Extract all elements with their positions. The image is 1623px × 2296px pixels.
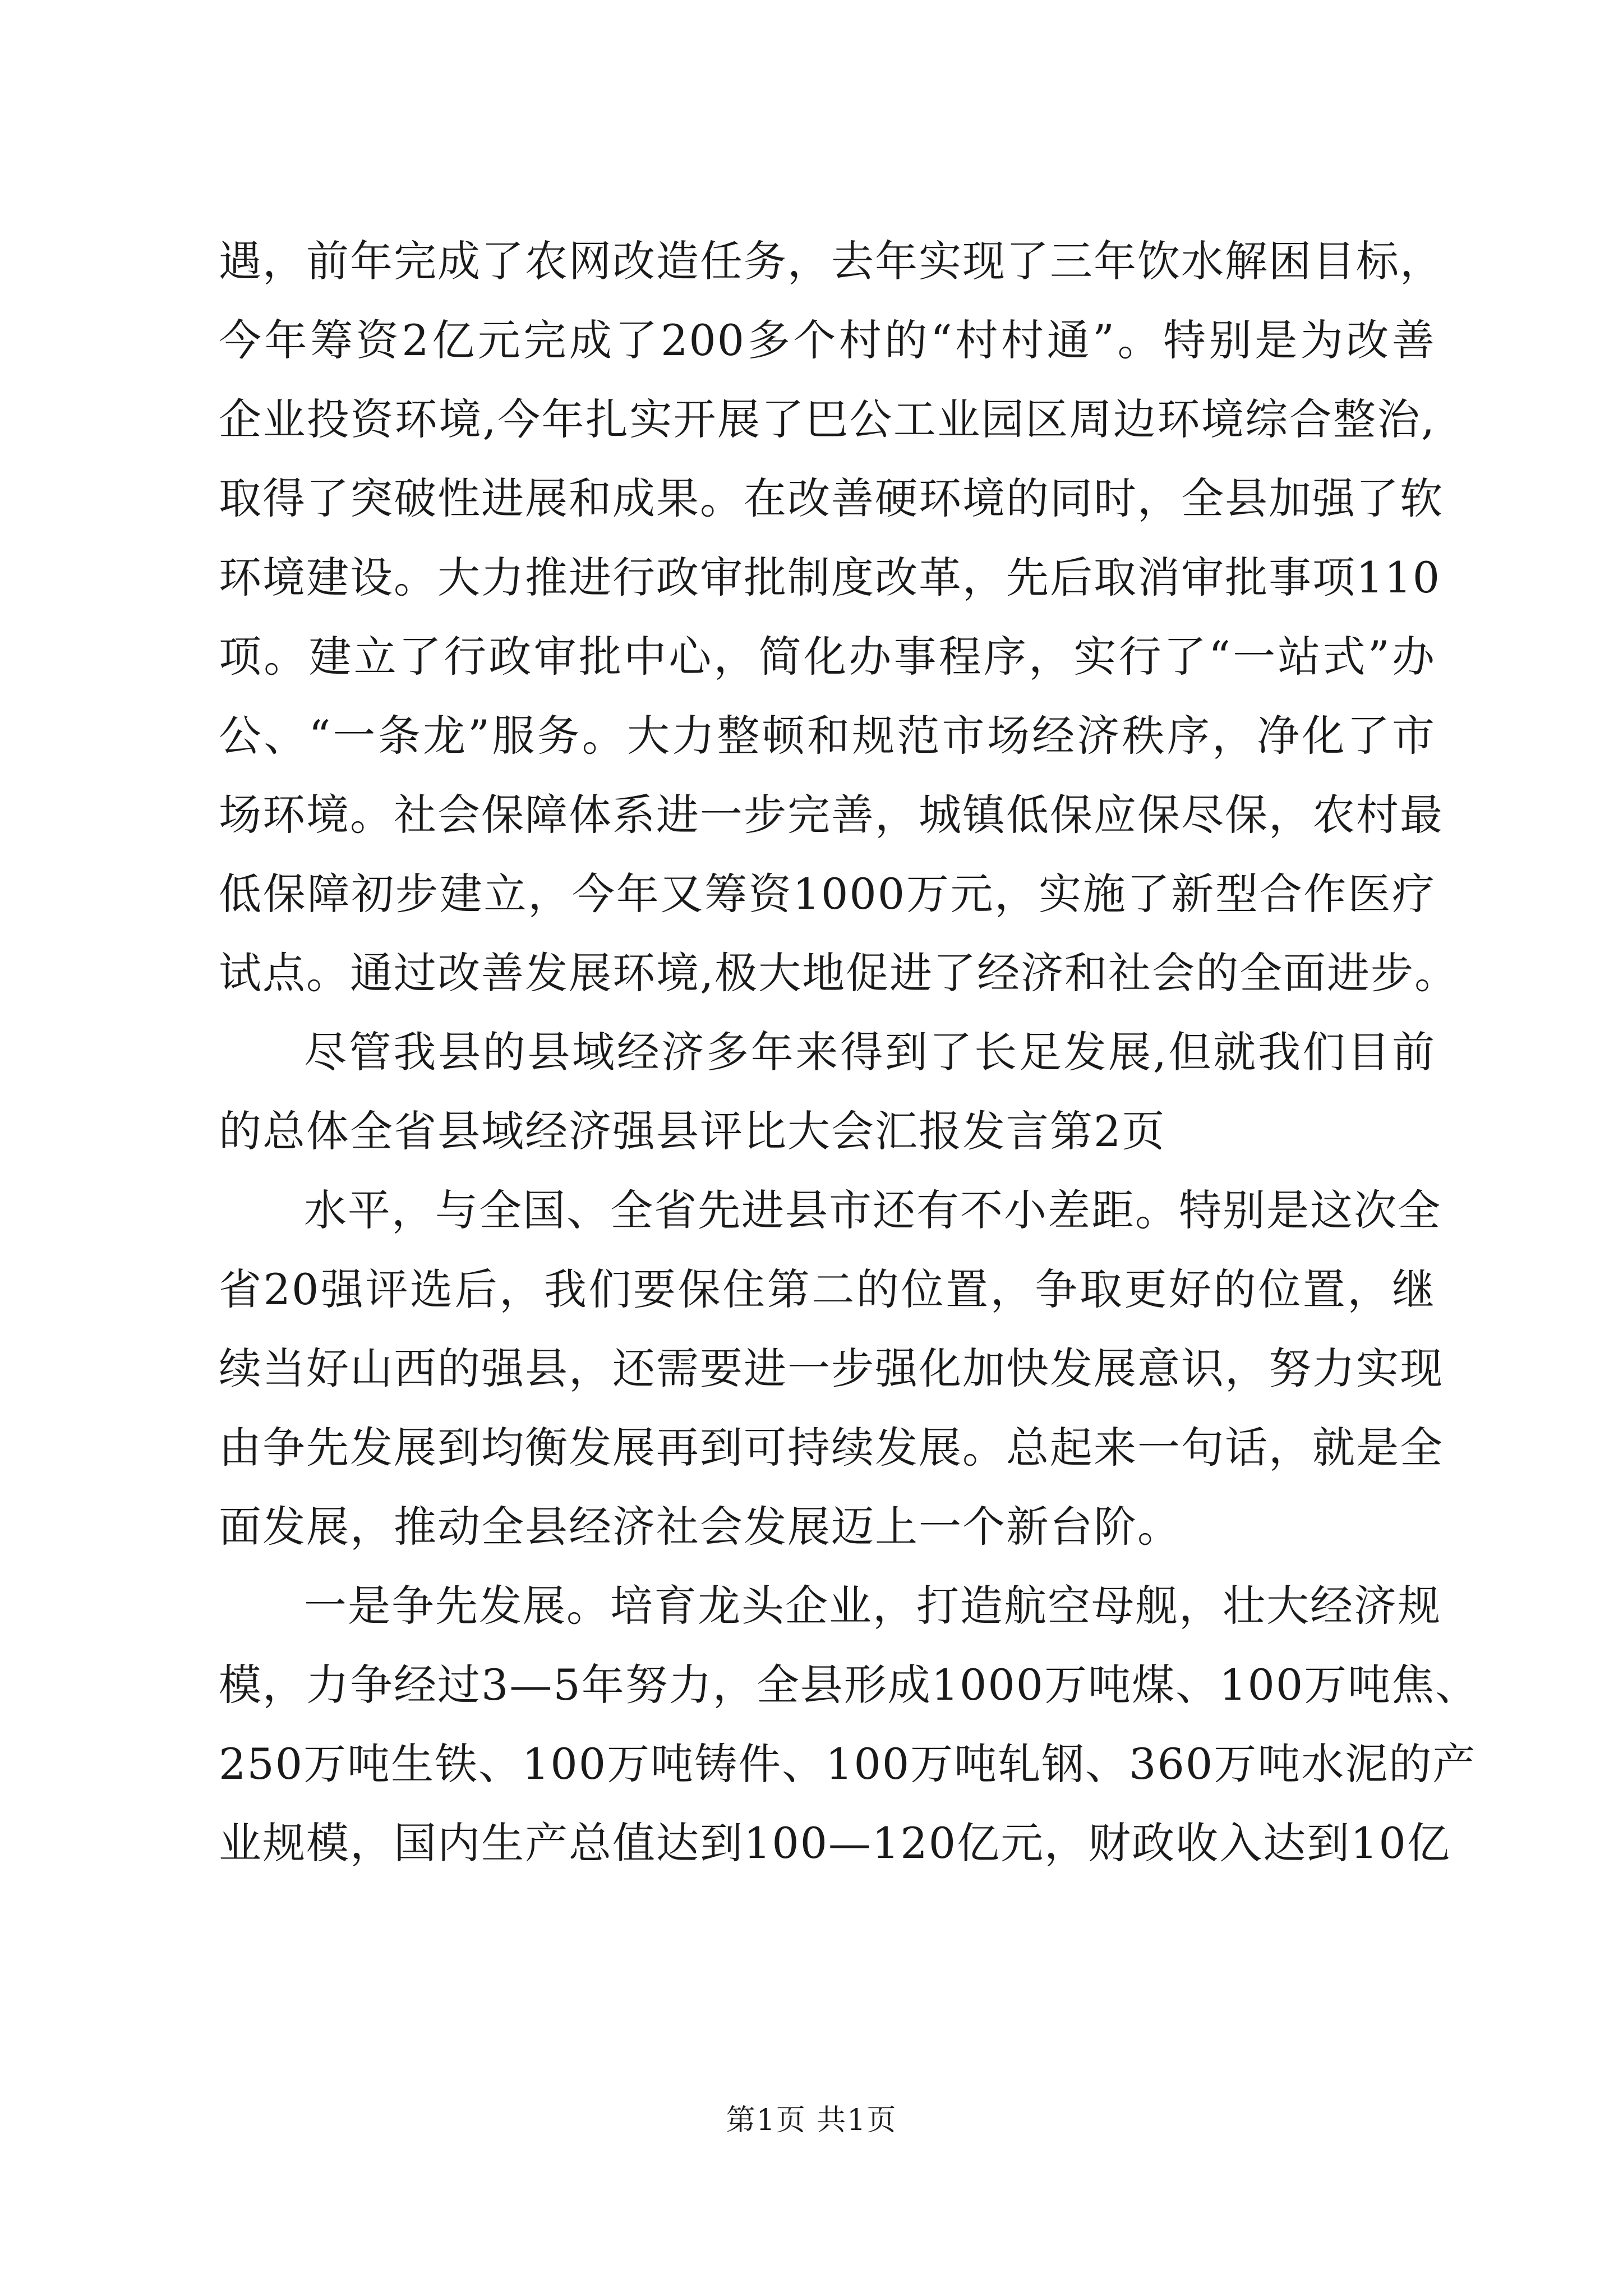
body-text — [219, 222, 1479, 1883]
text-line: 项。建立了行政审批中心，简化办事程序，实行了“一站式”办 — [219, 632, 1436, 682]
text-line: 由争先发展到均衡发展再到可持续发展。总起来一句话，就是全 — [219, 1423, 1444, 1473]
paragraph-first-line: 一是争先发展。培育龙头企业，打造航空母舰，壮大经济规 — [304, 1581, 1441, 1631]
text-line: 今年筹资2亿元完成了200多个村的“村村通”。特别是为改善 — [219, 315, 1436, 365]
paragraph-first-line: 尽管我县的县域经济多年来得到了长足发展,但就我们目前 — [304, 1027, 1436, 1077]
text-line: 业规模，国内生产总值达到100—120亿元，财政收入达到10亿 — [219, 1818, 1451, 1868]
text-line: 续当好山西的强县，还需要进一步强化加快发展意识，努力实现 — [219, 1343, 1444, 1393]
text-line: 取得了突破性进展和成果。在改善硬环境的同时，全县加强了软 — [219, 473, 1444, 523]
text-line: 低保障初步建立，今年又筹资1000万元，实施了新型合作医疗 — [219, 869, 1436, 919]
text-line: 企业投资环境,今年扎实开展了巴公工业园区周边环境综合整治, — [219, 394, 1436, 444]
text-line: 公、“一条龙”服务。大力整顿和规范市场经济秩序，净化了市 — [219, 711, 1436, 761]
text-line: 省20强评选后，我们要保住第二的位置，争取更好的位置，继 — [219, 1264, 1436, 1314]
page-footer: 第1页 共1页 — [726, 2104, 897, 2137]
text-line: 250万吨生铁、100万吨铸件、100万吨轧钢、360万吨水泥的产 — [219, 1739, 1477, 1789]
text-line: 试点。通过改善发展环境,极大地促进了经济和社会的全面进步。 — [219, 948, 1459, 998]
text-line: 的总体全省县域经济强县评比大会汇报发言第2页 — [219, 1106, 1166, 1156]
paragraph-first-line: 水平，与全国、全省先进县市还有不小差距。特别是这次全 — [304, 1185, 1441, 1235]
text-line: 遇，前年完成了农网改造任务，去年实现了三年饮水解困目标， — [219, 236, 1444, 286]
text-line: 环境建设。大力推进行政审批制度改革，先后取消审批事项110 — [219, 553, 1441, 602]
text-line: 模，力争经过3—5年努力，全县形成1000万吨煤、100万吨焦、 — [219, 1660, 1479, 1710]
text-line: 场环境。社会保障体系进一步完善，城镇低保应保尽保，农村最 — [219, 790, 1444, 840]
text-line: 面发展，推动全县经济社会发展迈上一个新台阶。 — [219, 1502, 1181, 1552]
